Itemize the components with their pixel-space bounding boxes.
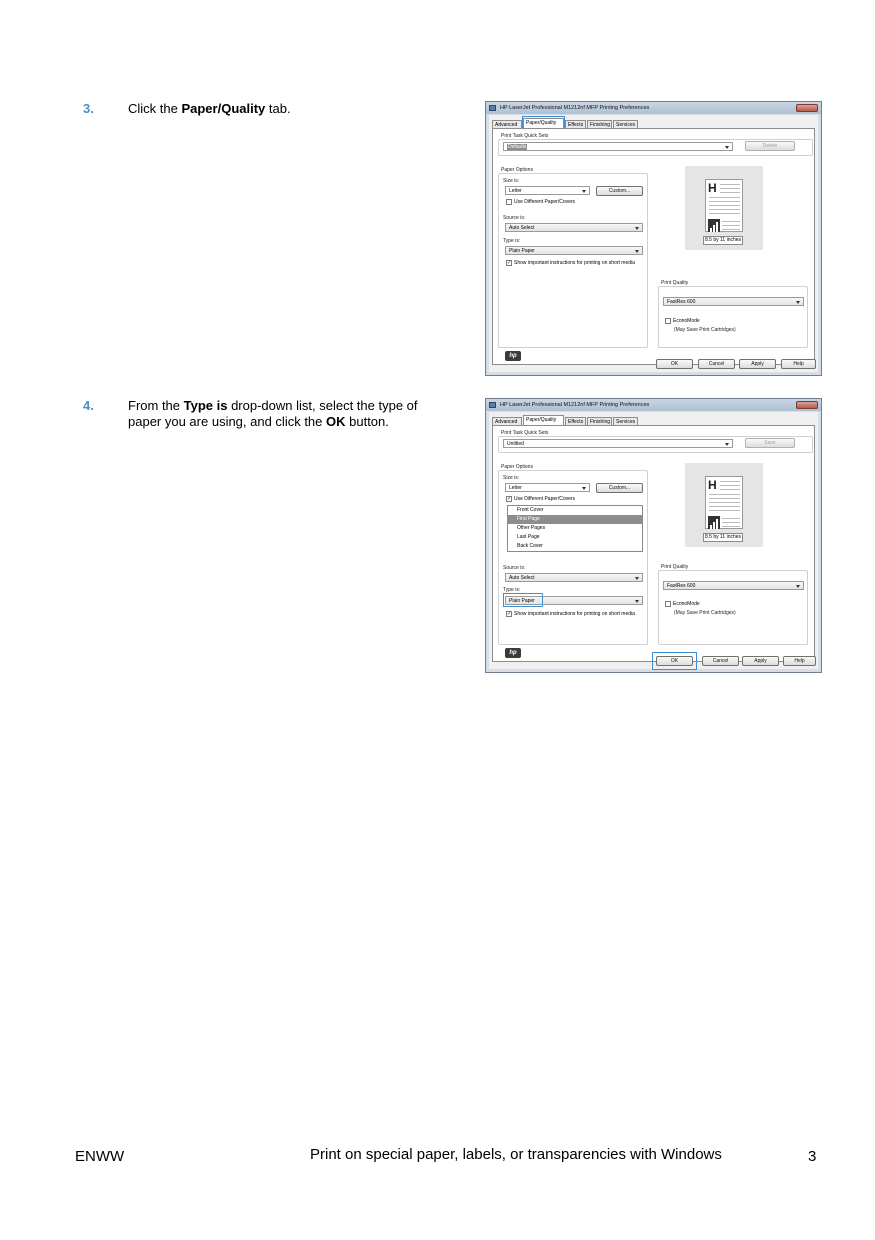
dialog-title: HP LaserJet Professional M1212nf MFP Printing Preferences <box>500 105 650 111</box>
tab-advanced[interactable]: Advanced <box>492 417 522 426</box>
type-label: Type is: <box>503 587 521 593</box>
checkbox-box: ✓ <box>507 496 512 502</box>
source-label: Source is: <box>503 565 526 571</box>
step-number: 4. <box>83 398 94 413</box>
step-text-part: Click the <box>128 101 182 116</box>
hp-logo: hp <box>505 351 521 361</box>
quick-sets-value: Defaults <box>508 144 527 150</box>
step-text-bold: Type is <box>183 398 228 413</box>
dialog-titlebar <box>486 399 821 411</box>
ok-highlight <box>652 652 697 670</box>
checkbox-label: EconoMode <box>673 601 700 607</box>
checkbox-label: Show important instructions for printing on short media <box>514 260 635 266</box>
tab-paper-quality[interactable]: Paper/Quality <box>523 415 564 426</box>
size-label: Size is: <box>503 178 520 184</box>
quick-sets-label: Print Task Quick Sets <box>501 430 549 436</box>
paper-options-label: Paper Options <box>501 167 533 173</box>
print-quality-combo[interactable] <box>663 581 804 590</box>
print-quality-label: Print Quality <box>661 280 689 286</box>
apply-button[interactable]: Apply <box>739 359 776 369</box>
checkbox-label: EconoMode <box>673 318 700 324</box>
source-combo[interactable] <box>505 223 643 232</box>
economode-checkbox[interactable] <box>665 601 700 607</box>
checkbox-box: ✓ <box>507 611 512 617</box>
size-label: Size is: <box>503 475 520 481</box>
size-value: Letter <box>509 485 522 491</box>
close-icon[interactable] <box>796 401 818 409</box>
chevron-down-icon <box>725 146 729 149</box>
printer-icon <box>489 105 496 111</box>
paper-size-text: 8.5 by 11 inches <box>705 534 742 540</box>
checkbox-label: Use Different Paper/Covers <box>514 496 576 502</box>
step-text-part: tab. <box>265 101 291 116</box>
paper-options-label: Paper Options <box>501 464 533 470</box>
show-instructions-checkbox[interactable] <box>506 611 635 617</box>
list-item[interactable]: Last Page <box>517 534 540 540</box>
chevron-down-icon <box>635 577 639 580</box>
checkbox-label: Use Different Paper/Covers <box>514 199 576 205</box>
printing-preferences-dialog <box>485 101 822 376</box>
paper-size-text: 8.5 by 11 inches <box>705 237 742 243</box>
quick-sets-combo[interactable] <box>503 142 733 151</box>
chevron-down-icon <box>725 443 729 446</box>
cancel-button[interactable]: Cancel <box>702 656 739 666</box>
cancel-button[interactable]: Cancel <box>698 359 735 369</box>
save-button[interactable]: Save <box>745 438 795 448</box>
step-text-bold: Paper/Quality <box>181 101 266 116</box>
help-button[interactable]: Help <box>781 359 816 369</box>
step-instruction <box>128 101 428 117</box>
chevron-down-icon <box>582 487 586 490</box>
step-text-bold: OK <box>326 414 346 429</box>
footer-left: ENWW <box>75 1148 125 1165</box>
tab-effects[interactable]: Effects <box>565 417 586 426</box>
step-text-part: button. <box>345 414 389 429</box>
show-instructions-checkbox[interactable] <box>506 260 635 266</box>
custom-button[interactable]: Custom... <box>596 186 643 196</box>
checkbox-box <box>665 601 671 607</box>
source-value: Auto Select <box>509 575 535 581</box>
step-instruction <box>128 398 418 430</box>
hp-logo: hp <box>505 648 521 658</box>
page-preview-icon: H <box>705 476 743 529</box>
covers-list <box>507 505 643 552</box>
type-value: Plain Paper <box>509 248 535 254</box>
list-item[interactable]: Front Cover <box>517 507 544 513</box>
checkbox-box <box>506 199 512 205</box>
size-combo[interactable] <box>505 483 590 492</box>
tab-services[interactable]: Services <box>613 120 638 129</box>
checkbox-label: Show important instructions for printing on short media <box>514 611 635 617</box>
tab-paper-quality[interactable]: Paper/Quality <box>523 118 564 129</box>
print-quality-label: Print Quality <box>661 564 689 570</box>
size-value: Letter <box>509 188 522 194</box>
tab-effects[interactable]: Effects <box>565 120 586 129</box>
chevron-down-icon <box>582 190 586 193</box>
paper-preview <box>685 463 763 547</box>
page-number: 3 <box>808 1148 817 1165</box>
close-icon[interactable] <box>796 104 818 112</box>
custom-button[interactable]: Custom... <box>596 483 643 493</box>
printing-preferences-dialog <box>485 398 822 673</box>
source-value: Auto Select <box>509 225 535 231</box>
chevron-down-icon <box>796 585 800 588</box>
checkbox-box <box>665 318 671 324</box>
economode-note: (May Save Print Cartridges) <box>674 327 736 333</box>
print-quality-combo[interactable] <box>663 297 804 306</box>
type-highlight <box>503 593 543 607</box>
size-combo[interactable] <box>505 186 590 195</box>
tab-finishing[interactable]: Finishing <box>587 417 612 426</box>
source-label: Source is: <box>503 215 526 221</box>
chevron-down-icon <box>635 227 639 230</box>
tab-panel <box>492 425 815 662</box>
apply-button[interactable]: Apply <box>742 656 779 666</box>
type-value: Plain Paper <box>509 598 535 604</box>
checkbox-box: ✓ <box>507 260 512 266</box>
dialog-body <box>489 412 818 669</box>
paper-preview <box>685 166 763 250</box>
ok-button[interactable]: OK <box>656 359 693 369</box>
quick-sets-combo[interactable] <box>503 439 733 448</box>
footer-title: Print on special paper, labels, or transparencies with Windows <box>310 1146 722 1163</box>
source-combo[interactable] <box>505 573 643 582</box>
quick-sets-label: Print Task Quick Sets <box>501 133 549 139</box>
tab-advanced[interactable]: Advanced <box>492 120 522 129</box>
list-item[interactable]: Back Cover <box>517 543 543 549</box>
print-quality-group <box>658 286 808 348</box>
dialog-body <box>489 115 818 372</box>
economode-note: (May Save Print Cartridges) <box>674 610 736 616</box>
different-paper-checkbox[interactable] <box>506 496 575 502</box>
type-combo[interactable] <box>505 246 643 255</box>
dialog-title: HP LaserJet Professional M1212nf MFP Printing Preferences <box>500 402 650 408</box>
help-button[interactable]: Help <box>783 656 816 666</box>
printer-icon <box>489 402 496 408</box>
dialog-titlebar <box>486 102 821 114</box>
tab-services[interactable]: Services <box>613 417 638 426</box>
type-label: Type is: <box>503 238 521 244</box>
chevron-down-icon <box>796 301 800 304</box>
economode-checkbox[interactable] <box>665 318 700 324</box>
list-item[interactable]: Other Pages <box>517 525 546 531</box>
chevron-down-icon <box>635 250 639 253</box>
ok-button[interactable]: OK <box>656 656 693 666</box>
list-item[interactable]: First Page <box>508 515 642 524</box>
delete-button[interactable]: Delete <box>745 141 795 151</box>
quick-sets-value: Untitled <box>507 441 524 447</box>
step-text-part: drop-down list, select the type of paper you are using, and click the <box>128 398 418 429</box>
step-number: 3. <box>83 101 94 116</box>
print-quality-value: FastRes 600 <box>667 583 696 589</box>
different-paper-checkbox[interactable] <box>506 199 575 205</box>
print-quality-value: FastRes 600 <box>667 299 696 305</box>
tab-finishing[interactable]: Finishing <box>587 120 612 129</box>
chevron-down-icon <box>635 600 639 603</box>
tab-panel <box>492 128 815 365</box>
page-preview-icon: H <box>705 179 743 232</box>
step-text-part: From the <box>128 398 184 413</box>
